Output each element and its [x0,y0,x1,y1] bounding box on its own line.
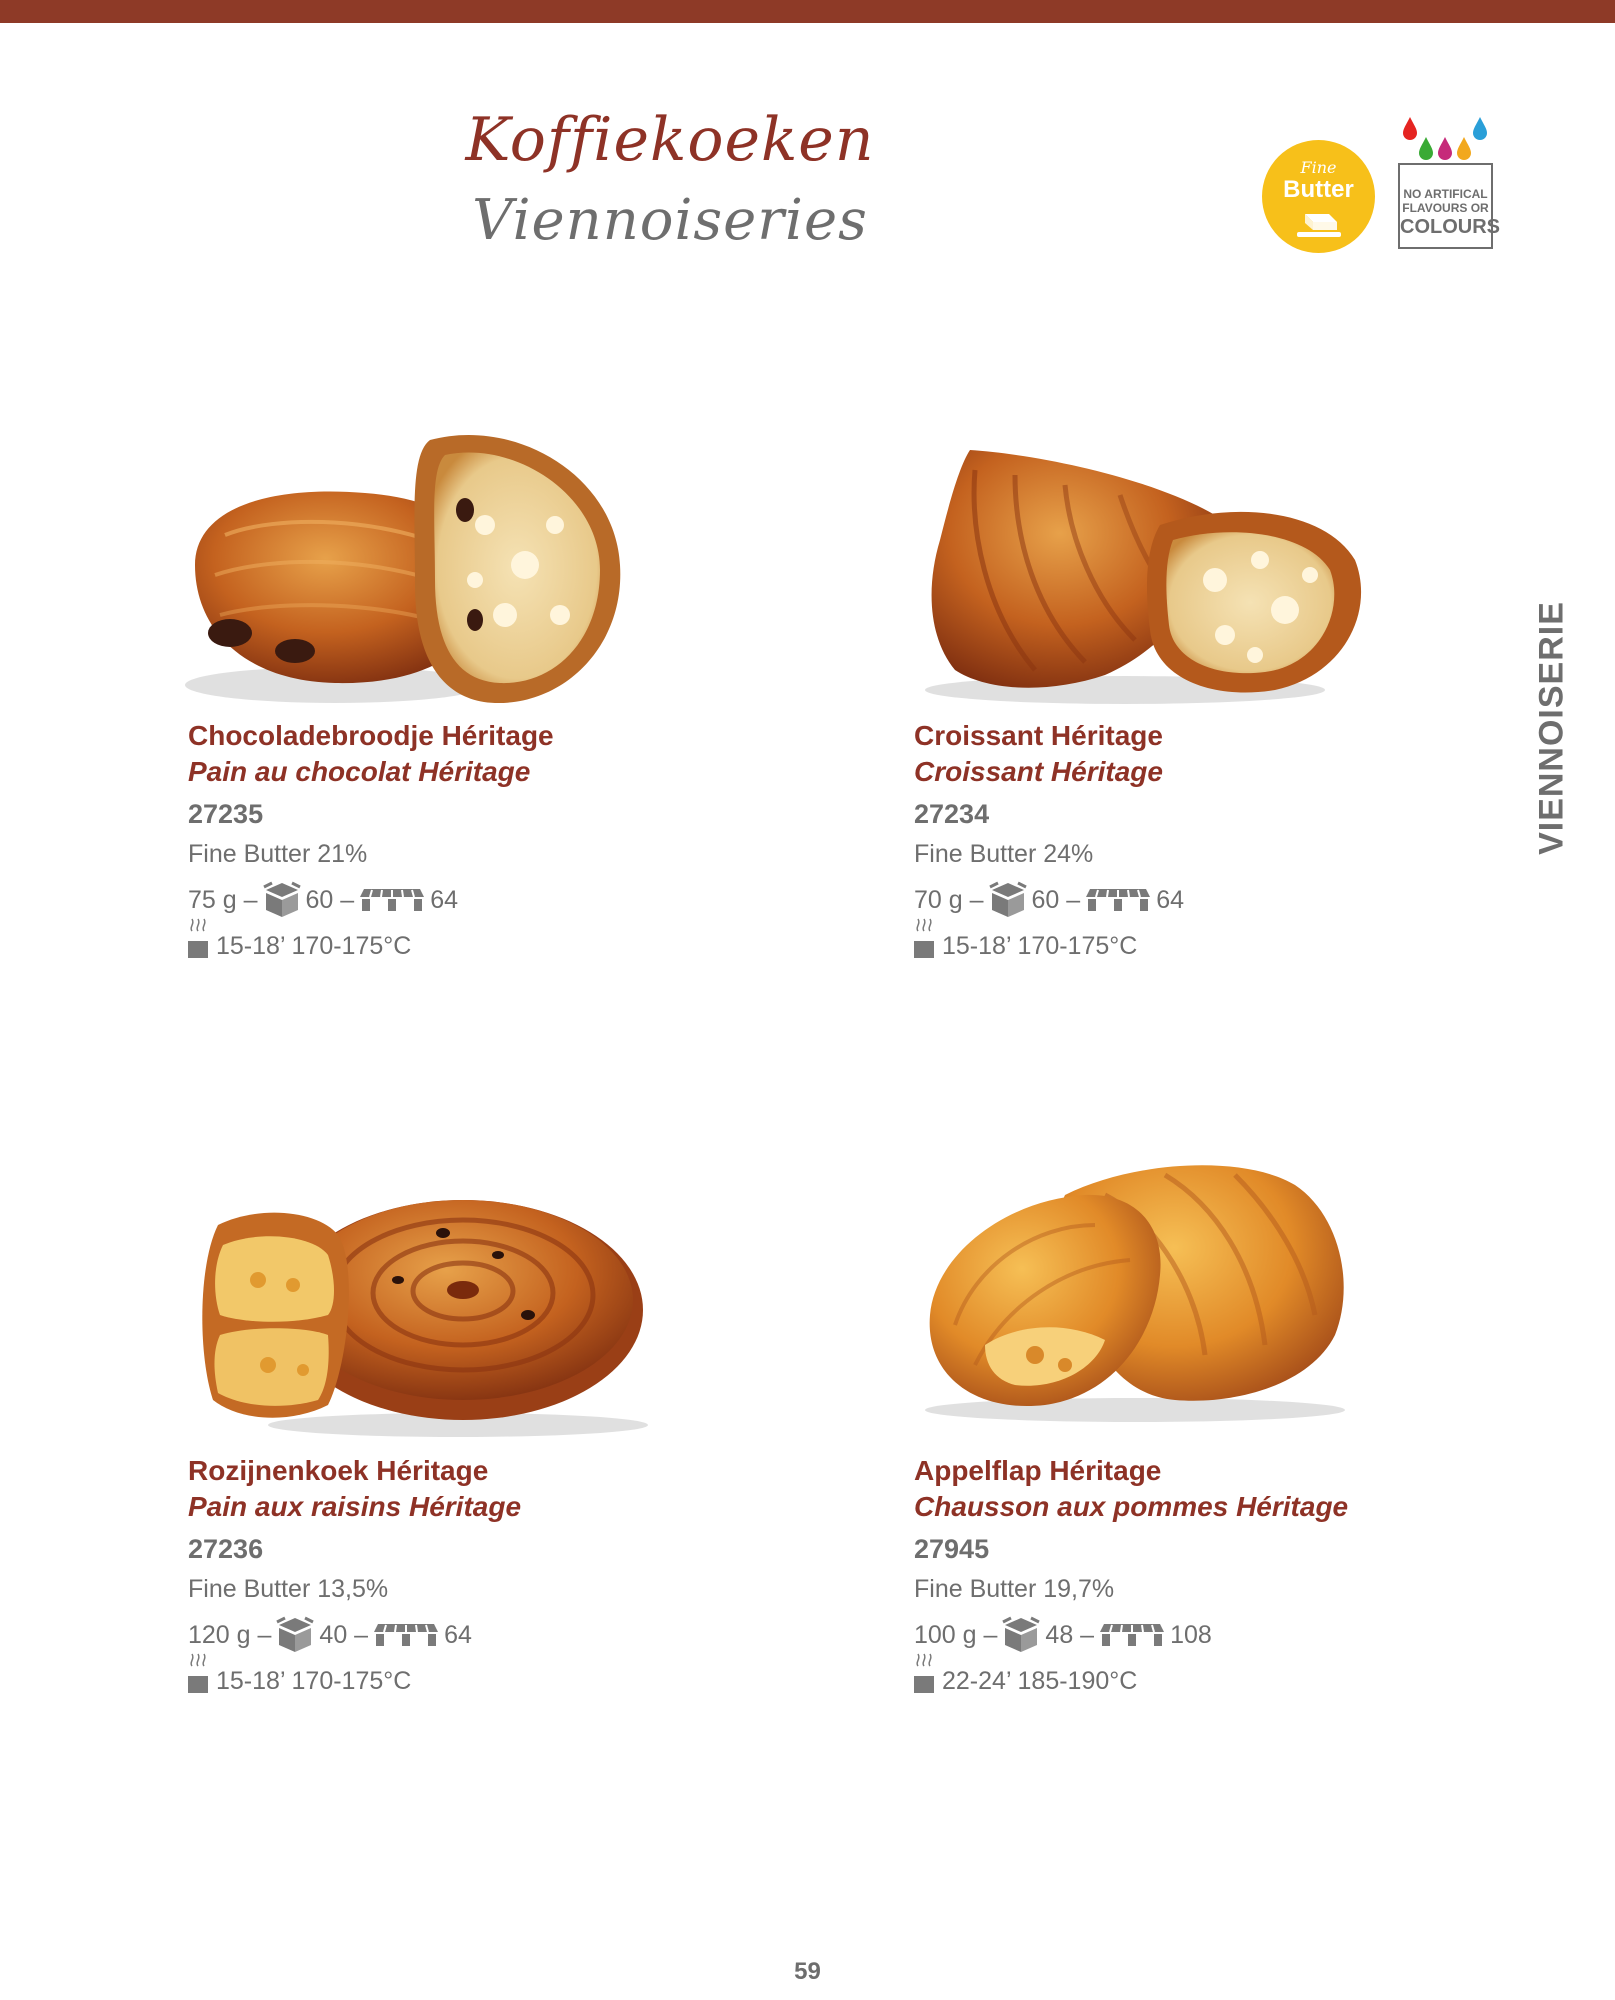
baking-info [188,1659,708,1699]
pallet-icon [358,887,426,913]
boxes-per-pallet: 64 [444,1621,472,1649]
page-title-nl: Koffiekoeken [465,105,875,175]
butter-percentage: Fine Butter 24% [914,840,1094,868]
box-icon [262,881,302,919]
product-name-nl: Appelflap Héritage [914,1455,1162,1486]
butter-percentage: Fine Butter 21% [188,840,368,868]
product-card [188,1453,708,1699]
steam-icon [188,1651,208,1667]
page-number: 59 [794,1958,821,1985]
product-name-nl: Croissant Héritage [914,720,1163,751]
pain-au-chocolat-photo [185,415,630,715]
baking-time-temperature: 15-18’ 170-175°C [942,932,1138,960]
product-code: 27945 [914,1534,990,1564]
top-color-bar [0,0,1615,23]
product-name-fr: Croissant Héritage [914,756,1163,787]
baking-time-temperature: 15-18’ 170-175°C [216,932,412,960]
baking-info [914,1659,1434,1699]
fine-butter-badge [1262,140,1375,253]
unit-weight: 100 g – [914,1621,998,1649]
units-per-box: 60 – [305,886,355,914]
pain-aux-raisins-photo [198,1185,648,1440]
butter-dish-icon [1295,210,1343,240]
packaging-info [914,1615,1434,1655]
no-artificial-line2: FLAVOURS OR [1402,201,1489,215]
pallet-icon [1084,887,1152,913]
box-icon [275,1616,315,1654]
product-card [188,718,708,964]
product-card [914,1453,1434,1699]
packaging-info [188,880,708,920]
no-artificial-line3: COLOURS [1400,216,1500,238]
product-name-fr: Pain au chocolat Héritage [188,756,531,787]
unit-weight: 70 g – [914,886,984,914]
oven-icon [914,941,934,958]
unit-weight: 120 g – [188,1621,272,1649]
box-icon [1001,1616,1041,1654]
boxes-per-pallet: 108 [1170,1621,1212,1649]
packaging-info [188,1615,708,1655]
product-code: 27234 [914,799,990,829]
product-code: 27236 [188,1534,264,1564]
section-side-label: VIENNOISERIE [1532,601,1571,855]
butter-percentage: Fine Butter 13,5% [188,1575,389,1603]
butter-percentage: Fine Butter 19,7% [914,1575,1115,1603]
product-name-nl: Chocoladebroodje Héritage [188,720,554,751]
units-per-box: 60 – [1031,886,1081,914]
product-card [914,718,1434,964]
chausson-aux-pommes-photo [915,1155,1355,1425]
croissant-photo [925,440,1390,710]
no-artificial-badge [1398,163,1500,249]
product-name-fr: Pain aux raisins Héritage [188,1491,522,1522]
no-artificial-line1: NO ARTIFICAL [1403,187,1488,201]
packaging-info [914,880,1434,920]
oven-icon [914,1676,934,1693]
boxes-per-pallet: 64 [430,886,458,914]
product-code: 27235 [188,799,264,829]
pallet-icon [372,1622,440,1648]
steam-icon [914,1651,934,1667]
product-name-fr: Chausson aux pommes Héritage [914,1491,1349,1522]
baking-time-temperature: 22-24’ 185-190°C [942,1667,1138,1695]
baking-time-temperature: 15-18’ 170-175°C [216,1667,412,1695]
pallet-icon [1098,1622,1166,1648]
steam-icon [188,916,208,932]
units-per-box: 40 – [319,1621,369,1649]
baking-info [188,924,708,964]
baking-info [914,924,1434,964]
units-per-box: 48 – [1045,1621,1095,1649]
unit-weight: 75 g – [188,886,258,914]
steam-icon [914,916,934,932]
oven-icon [188,941,208,958]
box-icon [988,881,1028,919]
fine-butter-badge-line1: Fine [1300,158,1337,177]
page-title-fr: Viennoiseries [472,188,868,253]
product-name-nl: Rozijnenkoek Héritage [188,1455,489,1486]
fine-butter-badge-line2: Butter [1283,176,1354,203]
oven-icon [188,1676,208,1693]
boxes-per-pallet: 64 [1156,886,1184,914]
